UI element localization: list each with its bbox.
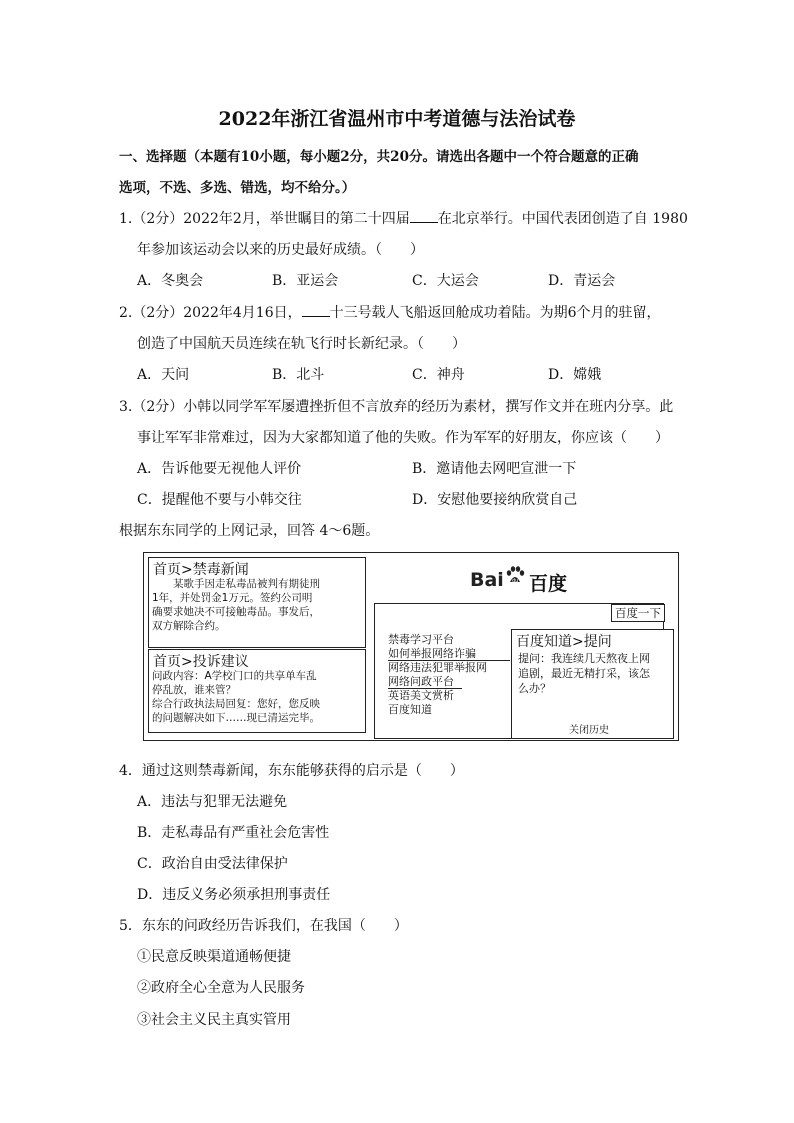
complaint-line: 的问题解决如下……现已清运完毕。 bbox=[152, 712, 320, 724]
q2-option-c: C．神舟 bbox=[412, 367, 465, 383]
question-3-line1: 3.（2分）小韩以同学军军屡遭挫折但不言放弃的经历为素材，撰写作文并在班内分享。此 bbox=[119, 399, 674, 415]
q4-option-b: B．走私毒品有严重社会危害性 bbox=[137, 825, 330, 841]
news-line: 某歌手因走私毒品被判有期徒刑 bbox=[152, 578, 320, 590]
question-1-line1 bbox=[119, 208, 688, 228]
question-2-text-b: 十三号载人飞船返回舱成功着陆。为期6个月的驻留， bbox=[329, 305, 661, 321]
answer-blank bbox=[410, 208, 438, 223]
q3-option-a: A．告诉他要无视他人评价 bbox=[137, 461, 302, 477]
complaint-panel bbox=[148, 649, 366, 733]
q1-option-c: C．大运会 bbox=[412, 273, 479, 289]
complaint-line: 问政内容：A学校门口的共享单车乱 bbox=[152, 670, 317, 682]
browsing-record-figure bbox=[143, 552, 679, 741]
complaint-line: 综合行政执法局回复：您好，您反映 bbox=[152, 698, 320, 710]
dropdown-item[interactable]: 百度知道 bbox=[388, 703, 432, 716]
question-2-line1 bbox=[119, 302, 661, 322]
news-line: 确要求她决不可接触毒品。事发后， bbox=[152, 606, 320, 618]
q5-item-1: ①民意反映渠道通畅便捷 bbox=[137, 949, 291, 965]
question-5-stem: 5．东东的问政经历告诉我们，在我国（ ） bbox=[119, 918, 408, 934]
dropdown-item[interactable]: 网络违法犯罪举报网 bbox=[388, 661, 487, 674]
answer-blank bbox=[302, 302, 330, 317]
news-line: 1年，并处罚金1万元。签约公司明 bbox=[152, 592, 313, 604]
close-history-link[interactable]: 关闭历史 bbox=[569, 725, 609, 736]
complaint-line: 停乱放，谁来管？ bbox=[152, 684, 236, 696]
q2-option-a: A．天问 bbox=[137, 367, 190, 383]
q4-option-d: D．违反义务必须承担刑事责任 bbox=[137, 887, 331, 903]
q1-option-a: A．冬奥会 bbox=[137, 273, 204, 289]
zhidao-panel-title: 百度知道>提问 bbox=[516, 634, 612, 650]
q4-option-a: A．违法与犯罪无法避免 bbox=[137, 794, 288, 810]
q3-option-c: C．提醒他不要与小韩交往 bbox=[137, 492, 302, 508]
question-3-line2: 事让军军非常难过，因为大家都知道了他的失败。作为军军的好朋友，你应该（ ） bbox=[137, 430, 669, 446]
baidu-paw-icon bbox=[505, 565, 525, 585]
section-heading-line2: 选项，不选、多选、错选，均不给分。） bbox=[119, 180, 356, 196]
baidu-search-button[interactable]: 百度一下 bbox=[611, 604, 665, 622]
zhidao-line: 提问：我连续几天熬夜上网 bbox=[518, 652, 650, 665]
dropdown-item[interactable]: 禁毒学习平台 bbox=[388, 633, 454, 646]
svg-text:du: du bbox=[512, 578, 519, 584]
zhidao-panel bbox=[511, 629, 674, 739]
question-1-line2: 年参加该运动会以来的历史最好成绩。（ ） bbox=[137, 242, 424, 258]
baidu-logo-cn: 百度 bbox=[529, 573, 568, 595]
q2-option-d: D．嫦娥 bbox=[548, 367, 602, 383]
q1-option-d: D．青运会 bbox=[548, 273, 616, 289]
q5-item-2: ②政府全心全意为人民服务 bbox=[137, 980, 305, 996]
q3-option-d: D．安慰他要接纳欣赏自己 bbox=[412, 492, 578, 508]
zhidao-line: 么办？ bbox=[518, 682, 551, 695]
section-heading-line1: 一、选择题（本题有10小题，每小题2分，共20分。请选出各题中一个符合题意的正确 bbox=[119, 149, 639, 165]
question-1-text-a: 1.（2分）2022年2月，举世瞩目的第二十四届 bbox=[119, 211, 410, 227]
q4-option-c: C．政治自由受法律保护 bbox=[137, 856, 288, 872]
complaint-panel-title: 首页>投诉建议 bbox=[153, 654, 249, 670]
news-line: 双方解除合约。 bbox=[152, 620, 226, 632]
question-4-stem: 4．通过这则禁毒新闻，东东能够获得的启示是（ ） bbox=[119, 763, 464, 779]
news-panel bbox=[148, 557, 366, 648]
question-1-text-b: 在北京举行。中国代表团创造了自 1980 bbox=[437, 211, 688, 227]
page-title: 2022年浙江省温州市中考道德与法治试卷 bbox=[218, 108, 576, 130]
dropdown-item[interactable]: 如何举报网络诈骗 bbox=[388, 647, 510, 661]
zhidao-line: 追剧，最近无精打采，该怎 bbox=[518, 667, 650, 680]
q1-option-b: B．亚运会 bbox=[272, 273, 339, 289]
question-2-text-a: 2.（2分）2022年4月16日， bbox=[119, 305, 302, 321]
dropdown-item[interactable]: 英语美文赏析 bbox=[388, 689, 454, 702]
question-2-line2: 创造了中国航天员连续在轨飞行时长新纪录。（ ） bbox=[137, 336, 466, 352]
q5-item-3: ③社会主义民主真实管用 bbox=[137, 1012, 291, 1028]
baidu-logo: Bai bbox=[470, 569, 504, 591]
news-panel-title: 首页>禁毒新闻 bbox=[153, 562, 249, 578]
figure-intro: 根据东东同学的上网记录，回答 4～6题。 bbox=[119, 523, 380, 539]
dropdown-item[interactable]: 网络问政平台 bbox=[388, 675, 462, 689]
q3-option-b: B．邀请他去网吧宣泄一下 bbox=[412, 461, 577, 477]
q2-option-b: B．北斗 bbox=[272, 367, 325, 383]
